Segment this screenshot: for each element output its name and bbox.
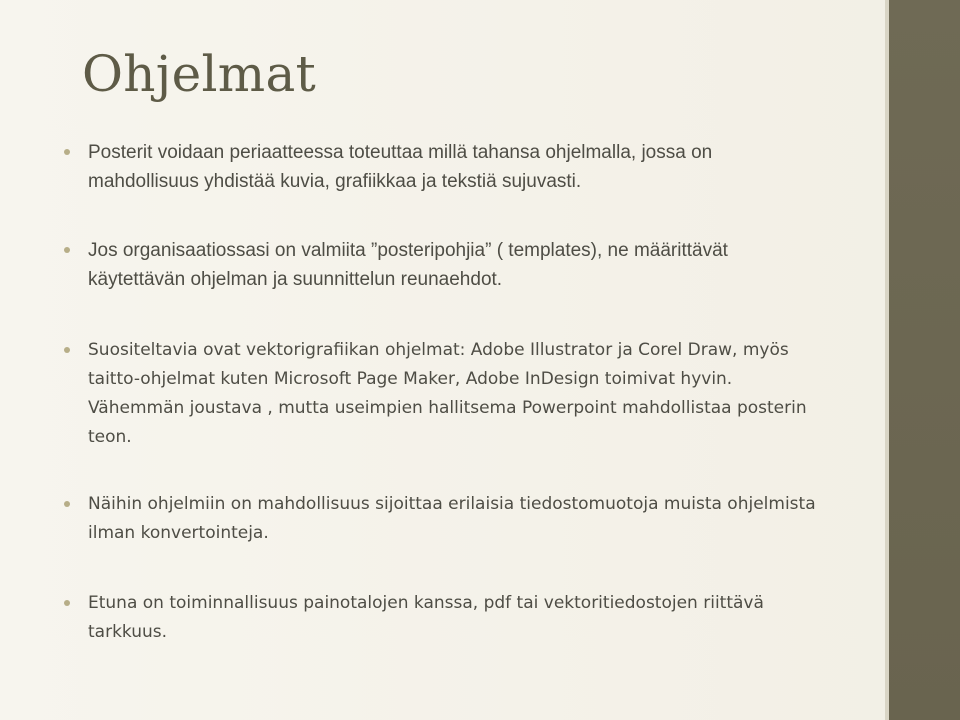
bullet-text-3: Suositeltavia ovat vektorigrafiikan ohjelmat: Adobe Illustrator ja Corel Draw, myös taitto-ohjelmat kuten Microsoft Page Maker, Adobe InDesign toimivat hyvin. Vähemmän joustava , mutta useimpien hallitsema Powerpoint mahdollistaa posterin teon. [88, 340, 807, 447]
slide-title: Ohjelmat [82, 45, 316, 103]
bullet-dot-icon [64, 347, 70, 353]
bullet-dot-icon [64, 501, 70, 507]
bullet-item-1 [64, 138, 824, 196]
bullet-text-4: Näihin ohjelmiin on mahdollisuus sijoittaa erilaisia tiedostomuotoja muista ohjelmista ilman konvertointeja. [88, 494, 816, 543]
bullet-item-5 [64, 589, 824, 647]
bullet-dot-icon [64, 149, 70, 155]
bullet-text-2: Jos organisaatiossasi on valmiita ”posteripohjia” ( templates), ne määrittävät käytettävän ohjelman ja suunnittelun reunaehdot. [88, 240, 728, 290]
bullet-text-1: Posterit voidaan periaatteessa toteuttaa millä tahansa ohjelmalla, jossa on mahdollisuus yhdistää kuvia, grafiikkaa ja tekstiä sujuvasti. [88, 142, 713, 192]
bullet-text-5: Etuna on toiminnallisuus painotalojen kanssa, pdf tai vektoritiedostojen riittävä tarkkuus. [88, 593, 764, 642]
bullet-item-4 [64, 490, 824, 548]
decorative-side-band [889, 0, 960, 720]
bullet-dot-icon [64, 600, 70, 606]
bullet-dot-icon [64, 247, 70, 253]
bullet-item-3 [64, 336, 824, 452]
bullet-item-2 [64, 236, 824, 294]
